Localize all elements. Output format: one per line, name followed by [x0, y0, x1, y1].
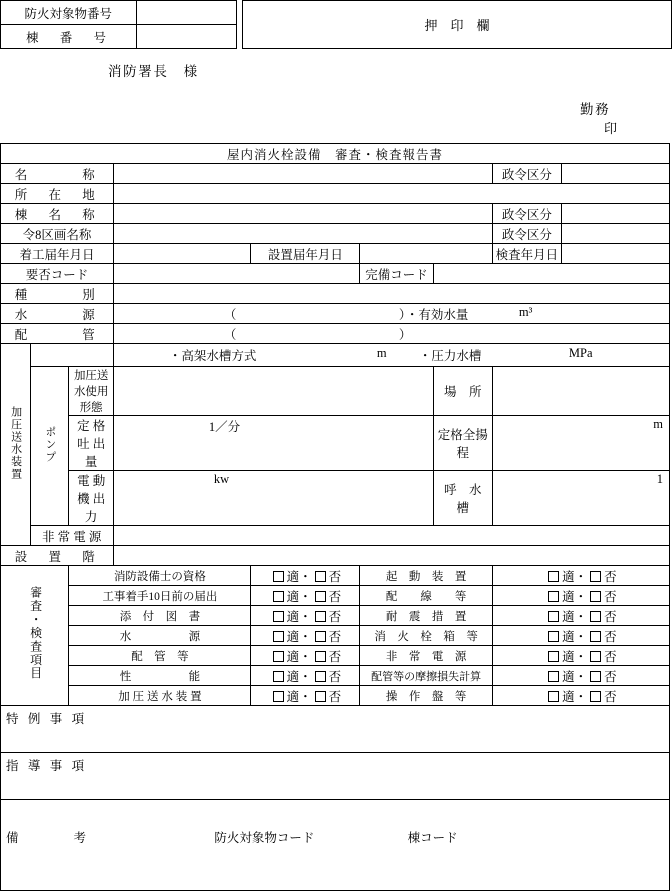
start-label: 着工届年月日	[1, 244, 114, 264]
tou-name-value[interactable]	[113, 204, 492, 224]
checkbox-icon[interactable]	[590, 671, 601, 682]
inspection-right-label-2: 耐 震 措 置	[360, 606, 492, 626]
checkbox-icon[interactable]	[315, 611, 326, 622]
atsuryoku-unit: MPa	[568, 346, 593, 360]
inspection-left-label-4: 配 管 等	[69, 646, 251, 666]
atsuryoku-label: ・圧力水槽	[418, 349, 482, 363]
yuko-unit: m³	[518, 305, 533, 319]
haikan-row[interactable]	[113, 324, 669, 344]
inspection-right-choice-6[interactable]: 適・ 否	[492, 686, 669, 706]
inspection-right-label-4: 非 常 電 源	[360, 646, 492, 666]
setti-value[interactable]	[360, 244, 492, 264]
address-label: 所 在 地	[1, 184, 114, 204]
inspection-right-label-1: 配 線 等	[360, 586, 492, 606]
youhi-label: 要否コード	[1, 264, 114, 284]
duty-text: 勤務	[580, 102, 611, 117]
inspection-left-choice-0[interactable]: 適・ 否	[251, 566, 360, 586]
start-value[interactable]	[113, 244, 251, 264]
name-label: 名 称	[1, 164, 114, 184]
checkbox-icon[interactable]	[548, 671, 559, 682]
inspection-left-choice-1[interactable]: 適・ 否	[251, 586, 360, 606]
checkbox-icon[interactable]	[315, 671, 326, 682]
inspection-left-choice-5[interactable]: 適・ 否	[251, 666, 360, 686]
kouka-unit: m	[376, 346, 387, 360]
tokurei-cell[interactable]	[1, 706, 670, 753]
dendou-label: 電 動 機 出 力	[69, 471, 113, 526]
header-table	[0, 0, 672, 49]
shiyou-value[interactable]	[113, 367, 433, 416]
inspection-right-choice-3[interactable]: 適・ 否	[492, 626, 669, 646]
inspection-left-choice-3[interactable]: 適・ 否	[251, 626, 360, 646]
shubetsu-label: 種 別	[1, 284, 114, 304]
yuko-label: ・有効水量	[405, 308, 469, 322]
inspection-right-label-0: 起 動 装 置	[360, 566, 492, 586]
checkbox-icon[interactable]	[273, 631, 284, 642]
setti-label: 設置届年月日	[251, 244, 360, 264]
seirei1-value[interactable]	[561, 164, 669, 184]
shidou-cell[interactable]	[1, 753, 670, 800]
dendou-value[interactable]	[113, 471, 433, 526]
tou-name-label: 棟 名 称	[1, 204, 114, 224]
checkbox-icon[interactable]	[315, 571, 326, 582]
kanbi-label: 完備コード	[360, 264, 433, 284]
shubetsu-value[interactable]	[113, 284, 669, 304]
basho-label: 場 所	[433, 367, 492, 416]
checkbox-icon[interactable]	[590, 691, 601, 702]
inspection-left-label-6: 加 圧 送 水 装 置	[69, 686, 251, 706]
inspection-right-label-6: 操 作 盤 等	[360, 686, 492, 706]
teikaku-label: 定 格 吐 出 量	[69, 416, 113, 471]
haikan-label: 配 管	[1, 324, 114, 344]
shiyou-label: 加圧送水使用形態	[69, 367, 113, 416]
checkbox-icon[interactable]	[590, 611, 601, 622]
hijou-value[interactable]	[113, 526, 669, 546]
seal-text: 印	[604, 121, 618, 136]
checkbox-icon[interactable]	[590, 571, 601, 582]
addressee-text: 消防署長 様	[108, 64, 199, 79]
checkbox-icon[interactable]	[590, 651, 601, 662]
zenyoutei-value[interactable]	[492, 416, 669, 471]
checkbox-icon[interactable]	[273, 671, 284, 682]
teikaku-unit: 1／分	[208, 420, 241, 434]
checkbox-icon[interactable]	[590, 631, 601, 642]
zenyoutei-unit: m	[653, 417, 663, 431]
teikaku-value[interactable]	[113, 416, 433, 471]
seirei3-label: 政令区分	[492, 224, 561, 244]
checkbox-icon[interactable]	[315, 651, 326, 662]
pump-vert-label: ポンプ	[30, 367, 69, 526]
tokurei-label: 特 例 事 項	[6, 712, 88, 726]
biko-label: 備 考	[6, 831, 91, 845]
footer-code-tou: 棟コード	[407, 831, 458, 845]
checkbox-icon[interactable]	[315, 631, 326, 642]
youhi-value[interactable]	[113, 264, 360, 284]
inspection-left-choice-4[interactable]: 適・ 否	[251, 646, 360, 666]
kaatsu-vert-label: 加圧送水装置	[1, 344, 31, 546]
inspection-left-label-5: 性 能	[69, 666, 251, 686]
tou-no-label: 棟 番 号	[1, 25, 137, 49]
yobi-value[interactable]	[492, 471, 669, 526]
checkbox-icon[interactable]	[315, 591, 326, 602]
inspection-left-label-0: 消防設備士の資格	[69, 566, 251, 586]
inspection-left-choice-2[interactable]: 適・ 否	[251, 606, 360, 626]
checkbox-icon[interactable]	[548, 631, 559, 642]
seirei3-value[interactable]	[561, 224, 669, 244]
kensa-value[interactable]	[561, 244, 669, 264]
haikan-paren: （ ）	[223, 328, 412, 342]
checkbox-icon[interactable]	[548, 591, 559, 602]
checkbox-icon[interactable]	[273, 651, 284, 662]
bldg-no-label: 防火対象物番号	[1, 1, 137, 25]
inspection-right-choice-1[interactable]: 適・ 否	[492, 586, 669, 606]
inspection-right-choice-5[interactable]: 適・ 否	[492, 666, 669, 686]
basho-value[interactable]	[492, 367, 669, 416]
inspection-left-label-3: 水 源	[69, 626, 251, 646]
suigen-label: 水 源	[1, 304, 114, 324]
checkbox-icon[interactable]	[273, 571, 284, 582]
shidou-label: 指 導 事 項	[6, 759, 88, 773]
suigen-row[interactable]	[113, 304, 669, 324]
inspection-right-choice-0[interactable]: 適・ 否	[492, 566, 669, 586]
checkbox-icon[interactable]	[548, 691, 559, 702]
name-value[interactable]	[113, 164, 492, 184]
kensa-label: 検査年月日	[492, 244, 561, 264]
checkbox-icon[interactable]	[273, 611, 284, 622]
main-table	[0, 143, 670, 891]
stamp-box: 押 印 欄	[242, 1, 671, 49]
kouka-cell	[30, 344, 113, 367]
suigen-paren: （ ）	[223, 308, 412, 322]
checkbox-icon[interactable]	[315, 691, 326, 702]
inspection-left-choice-6[interactable]: 適・ 否	[251, 686, 360, 706]
bldg-no-value[interactable]	[136, 1, 237, 25]
yobi-unit: 1	[656, 472, 663, 486]
address-value[interactable]	[113, 184, 669, 204]
checkbox-icon[interactable]	[273, 691, 284, 702]
kouka-label: ・高架水槽方式	[168, 349, 257, 363]
floor-label: 設 置 階	[1, 546, 114, 566]
yobi-label: 呼 水 槽	[433, 471, 492, 526]
seirei1-label: 政令区分	[492, 164, 561, 184]
checkbox-icon[interactable]	[548, 611, 559, 622]
inspection-right-label-5: 配管等の摩擦損失計算	[360, 666, 492, 686]
inspection-vert-label: 審査・検査項目	[1, 566, 69, 706]
kouka-row[interactable]	[113, 344, 669, 367]
footer-codes	[0, 828, 672, 846]
tou-no-value[interactable]	[136, 25, 237, 49]
floor-value[interactable]	[113, 546, 669, 566]
inspection-left-label-2: 添 付 図 書	[69, 606, 251, 626]
kanbi-value[interactable]	[433, 264, 669, 284]
zenyoutei-label: 定格全揚程	[433, 416, 492, 471]
inspection-right-label-3: 消 火 栓 箱 等	[360, 626, 492, 646]
inspection-left-label-1: 工事着手10日前の届出	[69, 586, 251, 606]
checkbox-icon[interactable]	[548, 651, 559, 662]
ku-name-value[interactable]	[113, 224, 492, 244]
checkbox-icon[interactable]	[590, 591, 601, 602]
ku-name-label: 令8区画名称	[1, 224, 114, 244]
footer-code-bldg: 防火対象物コード	[214, 831, 315, 845]
page-title: 屋内消火栓設備 審査・検査報告書	[1, 144, 670, 164]
inspection-right-choice-4[interactable]: 適・ 否	[492, 646, 669, 666]
dendou-unit: kw	[213, 472, 230, 486]
inspection-right-choice-2[interactable]: 適・ 否	[492, 606, 669, 626]
seirei2-label: 政令区分	[492, 204, 561, 224]
seirei2-value[interactable]	[561, 204, 669, 224]
checkbox-icon[interactable]	[548, 571, 559, 582]
hijou-label: 非 常 電 源	[30, 526, 113, 546]
checkbox-icon[interactable]	[273, 591, 284, 602]
